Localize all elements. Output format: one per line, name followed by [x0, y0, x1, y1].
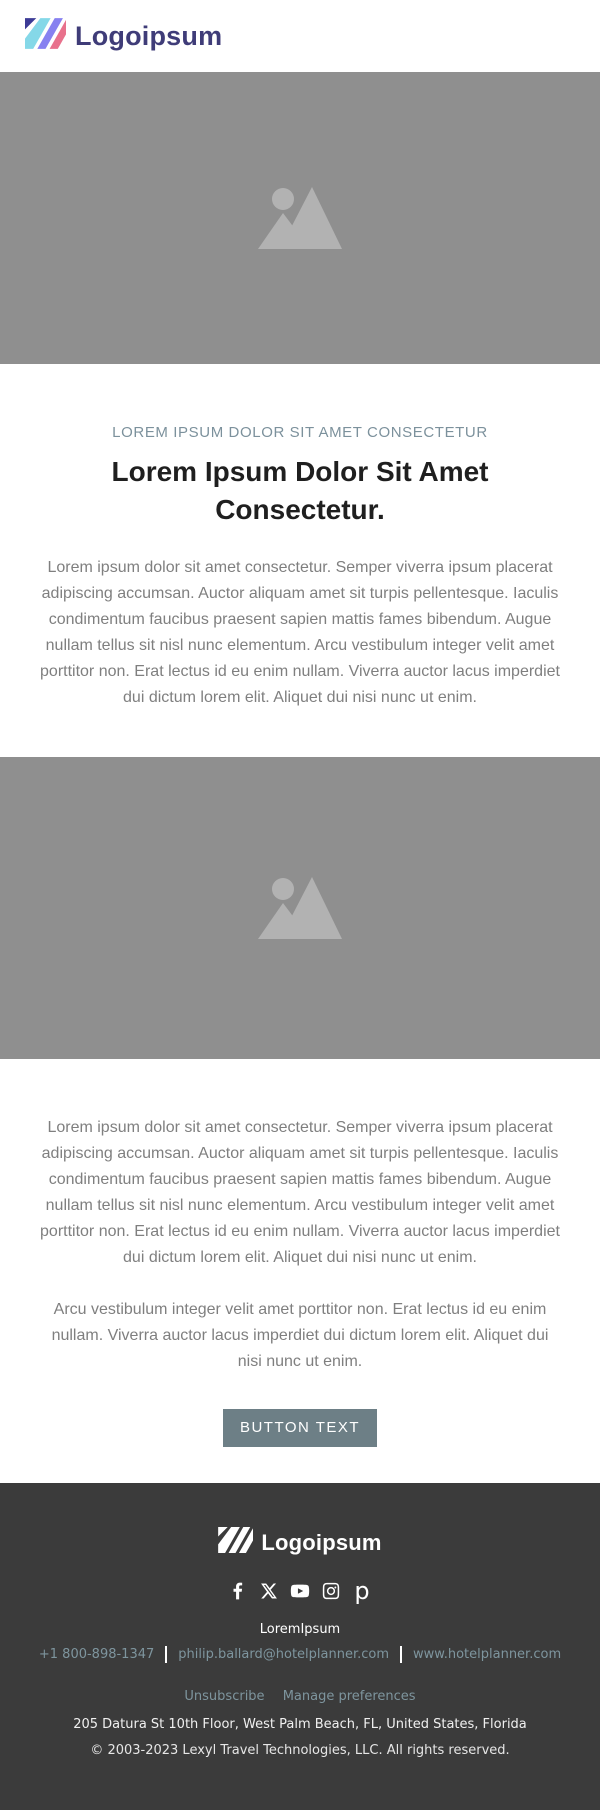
footer: [0, 1483, 600, 1810]
footer-address: 205 Datura St 10th Floor, West Palm Beach, FL, United States, Florida: [73, 1717, 527, 1732]
logo: [25, 18, 222, 54]
manage-preferences-link[interactable]: Manage preferences: [282, 1689, 416, 1704]
website-link[interactable]: www.hotelplanner.com: [413, 1647, 562, 1662]
facebook-icon[interactable]: [227, 1580, 249, 1602]
brand-name: Logoipsum: [75, 20, 223, 51]
logoipsum-mark-white-icon: [218, 1527, 253, 1558]
page-title: Lorem Ipsum Dolor Sit Amet Consectetur.: [111, 456, 489, 525]
social-links: [24, 1577, 576, 1605]
logoipsum-mark-icon: [25, 18, 66, 54]
footer-contact-row: [24, 1646, 576, 1663]
unsubscribe-link[interactable]: Unsubscribe: [184, 1689, 265, 1704]
footer-company-name: LoremIpsum: [259, 1622, 341, 1637]
phone-link[interactable]: +1 800-898-1347: [38, 1647, 155, 1662]
body-image-placeholder: [0, 757, 600, 1059]
detail-section: [0, 1059, 600, 1483]
intro-section: [0, 364, 600, 757]
eyebrow-text: LOREM IPSUM DOLOR SIT AMET CONSECTETUR: [112, 424, 488, 441]
separator: [165, 1646, 167, 1663]
footer-preference-links: [24, 1689, 576, 1704]
footer-copyright: © 2003-2023 Lexyl Travel Technologies, LLC. All rights reserved.: [90, 1743, 510, 1758]
header: [0, 0, 600, 72]
paragraph-2: Lorem ipsum dolor sit amet consectetur. Semper viverra ipsum placerat adipiscing accumsan. Auctor aliquam amet sit turpis pellentesque. Iaculis condimentum faucibus praesent sapien mattis fames bibendum. Augue nullam tellus sit nisl nunc elementum. Arcu vestibulum integer velit amet porttitor non. Erat lectus id eu enim nullam. Viverra auctor lacus imperdiet dui dictum lorem elit. Aliquet dui nisi nunc ut enim.: [40, 1119, 560, 1266]
paragraph-3: Arcu vestibulum integer velit amet porttitor non. Erat lectus id eu enim nullam. Viverra auctor lacus imperdiet dui dictum lorem elit. Aliquet dui nisi nunc ut enim.: [51, 1301, 549, 1370]
email-link[interactable]: philip.ballard@hotelplanner.com: [178, 1647, 390, 1662]
image-placeholder-icon: [258, 873, 342, 944]
paragraph-1: Lorem ipsum dolor sit amet consectetur. Semper viverra ipsum placerat adipiscing accumsan. Auctor aliquam amet sit turpis pellentesque. Iaculis condimentum faucibus praesent sapien mattis fames bibendum. Augue nullam tellus sit nisl nunc elementum. Arcu vestibulum integer velit amet porttitor non. Erat lectus id eu enim nullam. Viverra auctor lacus imperdiet dui dictum lorem elit. Aliquet dui nisi nunc ut enim.: [40, 559, 560, 706]
image-placeholder-icon: [258, 183, 342, 254]
separator: [400, 1646, 402, 1663]
pinterest-icon[interactable]: p: [354, 1577, 370, 1605]
instagram-icon[interactable]: [320, 1580, 342, 1602]
youtube-icon[interactable]: [289, 1580, 311, 1602]
footer-brand-name: Logoipsum: [261, 1529, 382, 1555]
footer-logo: [218, 1527, 381, 1558]
hero-image-placeholder: [0, 72, 600, 364]
cta-button[interactable]: BUTTON TEXT: [223, 1409, 377, 1447]
x-icon[interactable]: [258, 1580, 280, 1602]
